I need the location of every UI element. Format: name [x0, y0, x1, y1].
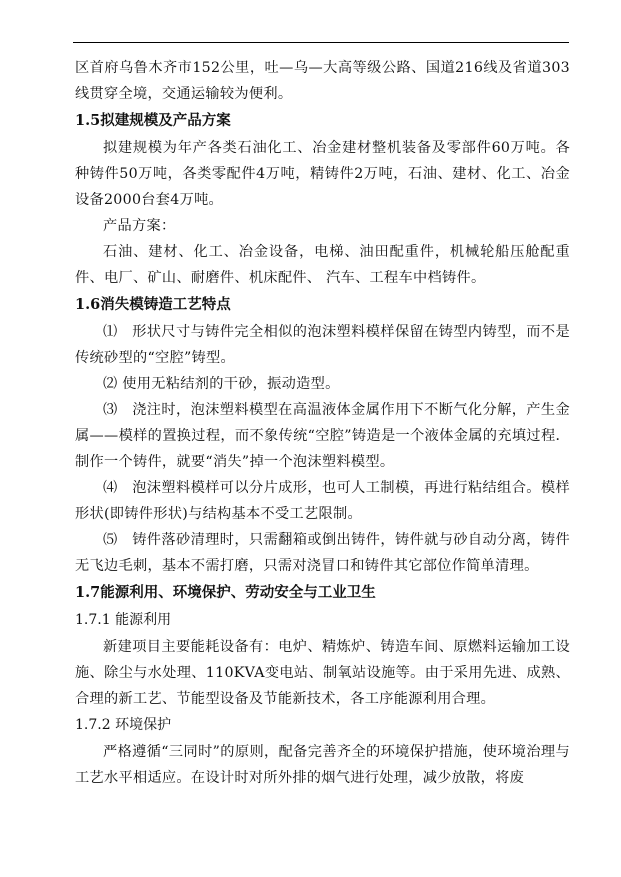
paragraph-feature-3: ⑶ 浇注时，泡沫塑料模型在高温液体金属作用下不断气化分解，产生金属——模样的置换过程，而不象传统“空腔”铸造是一个液体金属的充填过程．制作一个铸件，就要“消失”掉一个泡沫塑料模型。	[75, 402, 570, 470]
paragraph-environment: 严格遵循“三同时”的原则，配备完善齐全的环境保护措施，使环境治理与工艺水平相适应。在设计时对所外排的烟气进行处理，减少放散，将废	[75, 744, 570, 786]
heading-1-7-2: 1.7.2 环境保护	[75, 717, 172, 733]
header-rule	[73, 42, 569, 43]
paragraph-energy: 新建项目主要能耗设备有：电炉、精炼炉、铸造车间、原燃料运输加工设施、除尘与水处理、110KVA变电站、制氧站设施等。由于采用先进、成熟、合理的新工艺、节能型设备及节能新技术，各工序能源利用合理。	[75, 639, 570, 707]
document-body	[75, 55, 570, 791]
paragraph-feature-1: ⑴ 形状尺寸与铸件完全相似的泡沫塑料模样保留在铸型内铸型，而不是传统砂型的“空腔”铸型。	[75, 324, 570, 366]
paragraph-feature-2: ⑵ 使用无粘结剂的干砂，振动造型。	[103, 376, 340, 392]
heading-1-6: 1.6消失模铸造工艺特点	[75, 296, 231, 313]
paragraph-product-plan-label: 产品方案：	[103, 218, 176, 234]
paragraph-location: 区首府乌鲁木齐市152公里，吐—乌—大高等级公路、国道216线及省道303线贯穿全境，交通运输较为便利。	[75, 60, 570, 102]
paragraph-feature-5: ⑸ 铸件落砂清理时，只需翻箱或倒出铸件，铸件就与砂自动分离，铸件无飞边毛刺，基本不需打磨，只需对浇冒口和铸件其它部位作简单清理。	[75, 532, 570, 574]
heading-1-7: 1.7能源利用、环境保护、劳动安全与工业卫生	[75, 584, 376, 601]
paragraph-feature-4: ⑷ 泡沫塑料模样可以分片成形，也可人工制模，再进行粘结组合。模样形状(即铸件形状)与结构基本不受工艺限制。	[75, 480, 570, 522]
paragraph-scale: 拟建规模为年产各类石油化工、冶金建材整机装备及零部件60万吨。各种铸件50万吨，各类零配件4万吨，精铸件2万吨，石油、建材、化工、冶金设备2000台套4万吨。	[75, 140, 570, 208]
paragraph-products: 石油、建材、化工、冶金设备，电梯、油田配重件，机械轮船压舱配重件、电厂、矿山、耐磨件、机床配件、 汽车、工程车中档铸件。	[75, 244, 570, 286]
heading-1-5: 1.5拟建规模及产品方案	[75, 112, 231, 129]
heading-1-7-1: 1.7.1 能源利用	[75, 612, 172, 628]
